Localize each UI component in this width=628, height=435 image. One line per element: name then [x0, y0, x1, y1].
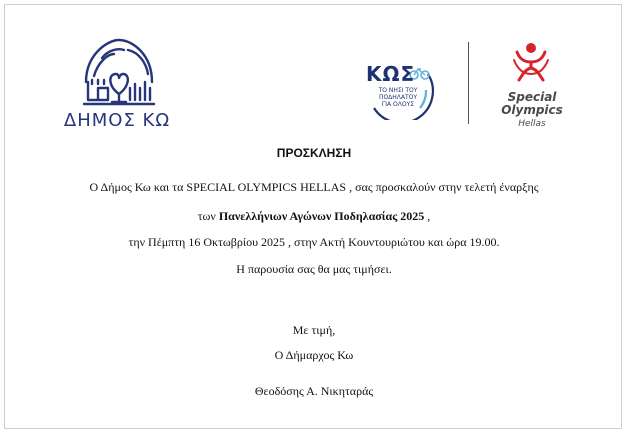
dimos-kos-logo [62, 36, 172, 136]
invitation-line-2 [0, 209, 628, 224]
dimos-kos-wordmark: ΔΗΜΟΣ ΚΩ [63, 110, 171, 131]
special-olympics-line3: Hellas [518, 119, 546, 129]
kos-wordmark: ΚΩΣ [366, 62, 416, 86]
special-olympics-figure-icon [510, 40, 552, 82]
invitation-title: ΠΡΟΣΚΛΗΣΗ [276, 146, 352, 160]
special-olympics-hellas-logo [488, 40, 576, 132]
closing: Με τιμή, [292, 323, 336, 337]
invitation-line-2-prefix: των [197, 209, 219, 223]
logo-divider [468, 42, 469, 124]
event-name: Πανελλήνιων Αγώνων Ποδηλασίας 2025 [218, 209, 425, 223]
invitation-line-1: Ο Δήμος Κω και τα SPECIAL OLYMPICS HELLAS , σας προσκαλούν στην τελετή έναρξης [89, 180, 539, 194]
invitation-line-3: την Πέμπτη 16 Οκτωβρίου 2025 , στην Ακτή Κουντουριώτου και ώρα 19.00. [128, 235, 500, 249]
kos-tagline-1: ΤΟ ΝΗΣΙ ΤΟΥ [378, 87, 418, 94]
signatory-name: Θεοδόσης Α. Νικηταράς [254, 384, 374, 398]
dimos-kos-emblem-icon [78, 36, 160, 108]
special-olympics-line1: Special [507, 90, 557, 104]
kos-tagline-2: ΠΟΔΗΛΑΤΟΥ [378, 94, 418, 101]
invitation-line-2-suffix: , [424, 209, 431, 223]
kos-tagline-3: ΓΙΑ ΟΛΟΥΣ [381, 101, 415, 108]
invitation-line-4: Η παρουσία σας θα μας τιμήσει. [236, 262, 392, 276]
special-olympics-line2: Olympics [501, 103, 563, 117]
signatory-title: Ο Δήμαρχος Κω [274, 348, 354, 362]
kos-bike-island-logo [364, 60, 434, 120]
